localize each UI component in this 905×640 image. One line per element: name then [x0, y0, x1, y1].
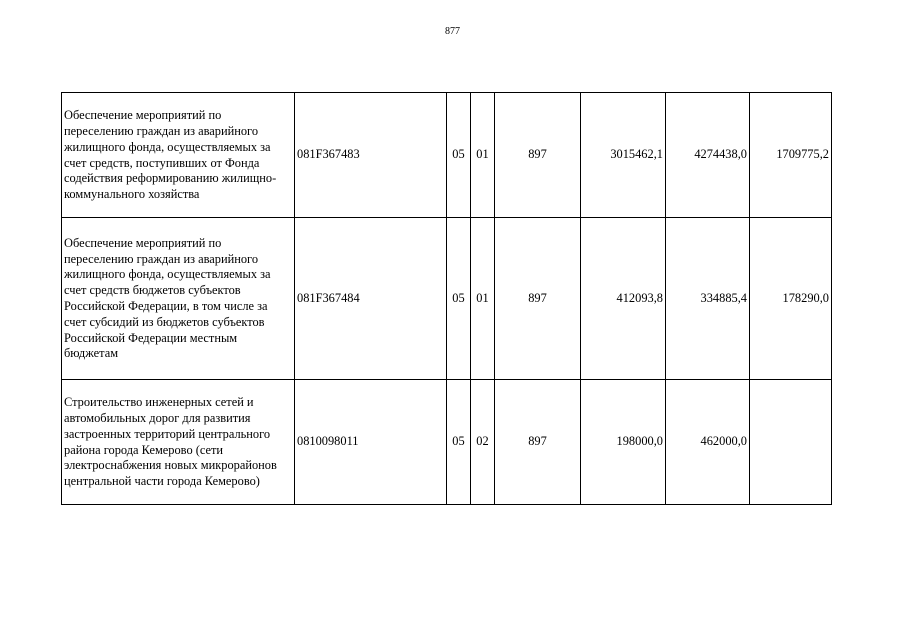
row-subsection: 01 — [471, 93, 495, 218]
row-grbs: 897 — [495, 380, 581, 505]
budget-table — [61, 92, 832, 505]
table-row — [62, 380, 832, 505]
row-amount-3: 1709775,2 — [750, 93, 832, 218]
row-amount-1: 198000,0 — [581, 380, 666, 505]
row-amount-2: 4274438,0 — [666, 93, 750, 218]
table-row — [62, 93, 832, 218]
row-amount-2: 334885,4 — [666, 218, 750, 380]
row-grbs: 897 — [495, 218, 581, 380]
row-name: Обеспечение мероприятий по переселению граждан из аварийного жилищного фонда, осуществляемых за счет средств, поступивших от Фонда содействия реформированию жилищно-коммунального хозяйства — [62, 93, 295, 218]
row-section: 05 — [447, 218, 471, 380]
page-number: 877 — [445, 26, 460, 37]
table-row — [62, 218, 832, 380]
row-code: 0810098011 — [295, 380, 447, 505]
row-grbs: 897 — [495, 93, 581, 218]
row-amount-2: 462000,0 — [666, 380, 750, 505]
row-amount-1: 412093,8 — [581, 218, 666, 380]
row-section: 05 — [447, 380, 471, 505]
row-subsection: 02 — [471, 380, 495, 505]
row-code: 081F367483 — [295, 93, 447, 218]
row-name: Обеспечение мероприятий по переселению граждан из аварийного жилищного фонда, осуществляемых за счет средств бюджетов субъектов Российской Федерации, в том числе за счет субсидий из бюджетов субъектов Российской Федерации местным бюджетам — [62, 218, 295, 380]
row-amount-3 — [750, 380, 832, 505]
row-section: 05 — [447, 93, 471, 218]
row-code: 081F367484 — [295, 218, 447, 380]
row-amount-1: 3015462,1 — [581, 93, 666, 218]
row-name: Строительство инженерных сетей и автомобильных дорог для развития застроенных территорий центрального района города Кемерово (сети электроснабжения новых микрорайонов центральной части города Кемерово) — [62, 380, 295, 505]
row-subsection: 01 — [471, 218, 495, 380]
row-amount-3: 178290,0 — [750, 218, 832, 380]
